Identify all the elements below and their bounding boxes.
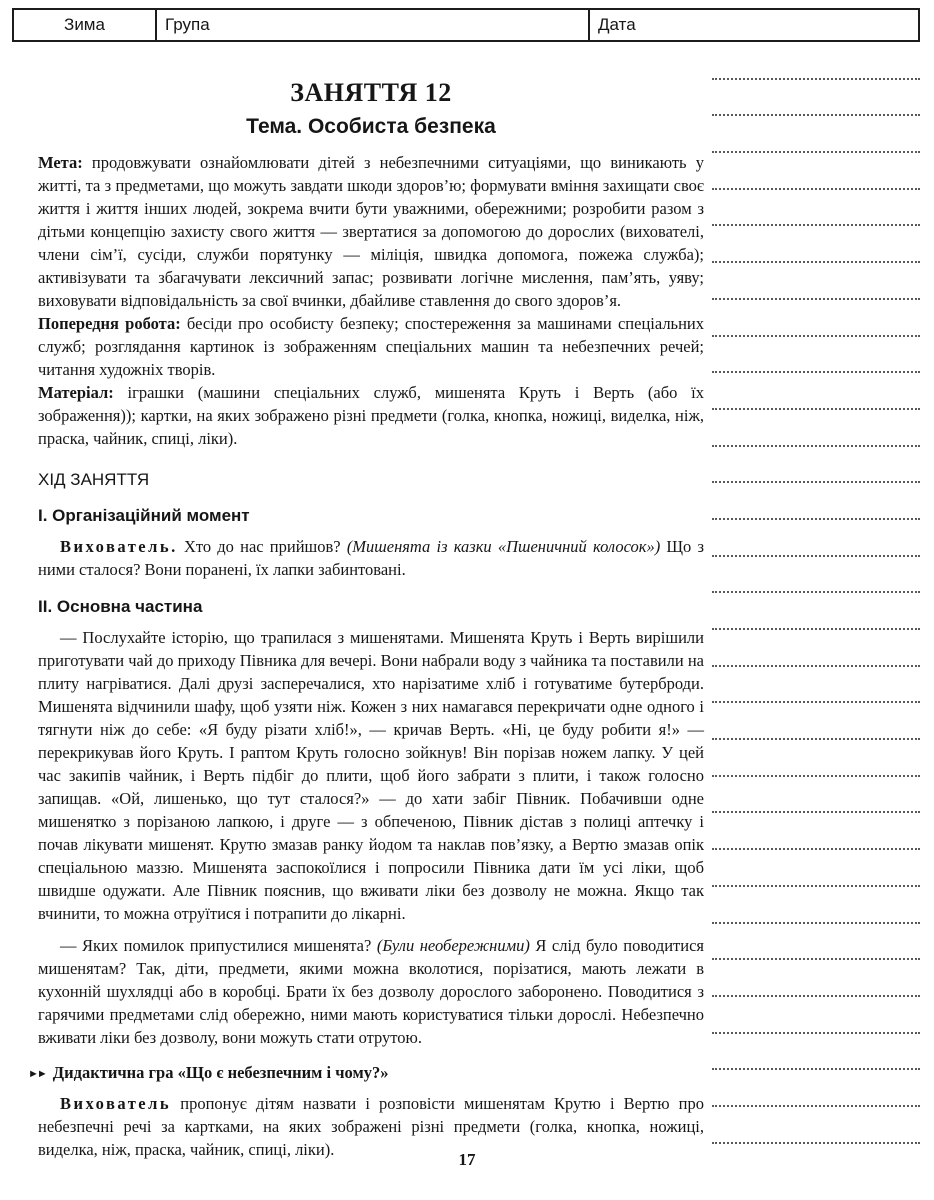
double-arrow-icon: ►►	[28, 1068, 46, 1080]
story-paragraph	[38, 626, 704, 925]
course-heading: ХІД ЗАНЯТТЯ	[38, 470, 150, 489]
game-heading-row	[28, 1063, 704, 1083]
notes-dotted-line	[712, 80, 920, 117]
season-label: Зима	[64, 15, 105, 34]
notes-dotted-line	[712, 263, 920, 300]
notes-dotted-line	[712, 813, 920, 850]
notes-dotted-line	[712, 373, 920, 410]
notes-dotted-line	[712, 410, 920, 447]
text-segment: бесіди про особисту безпеку; спостереження за машинами спеціальних служб; розглядання картинок із зображенням спеціальних машин та небезпечних речей; читання художніх творів.	[38, 314, 704, 379]
notes-dotted-line	[712, 520, 920, 557]
text-segment: продовжувати ознайомлювати дітей з небезпечними ситуаціями, що виникають у житті, та з предметами, що можуть завдати шкоди здоров’ю; формувати вміння захищати своє життя і життя інших людей, зокрема вчити бути уважними, обережними; розробити разом з дітьми концепцію захисту свого життя — звертатися за допомогою до дорослих (вихователі, члени сім’ї, сусіди, служби порятунку — міліція, швидка допомога, пожежа служба); активізувати та збагачувати лексичний запас; розвивати логічне мислення, пам’ять, уяву; виховувати відповідальність за свої вчинки, дбайливе ставлення до свого здоров’я.	[38, 153, 704, 310]
notes-dotted-line	[712, 593, 920, 630]
page-number: 17	[458, 1150, 476, 1169]
header-cell-season	[14, 10, 157, 40]
date-label: Дата	[598, 15, 636, 34]
notes-dotted-line	[712, 740, 920, 777]
notes-dotted-line	[712, 887, 920, 924]
header-table	[12, 8, 920, 42]
group-label: Група	[165, 15, 210, 34]
notes-dotted-line	[712, 116, 920, 153]
notes-dotted-line	[712, 1034, 920, 1071]
text-segment: Хто до нас прийшов?	[177, 537, 347, 556]
notes-dotted-line	[712, 703, 920, 740]
notes-dotted-line	[712, 960, 920, 997]
text-segment: Вихователь	[60, 1094, 172, 1113]
notes-dotted-line	[712, 1070, 920, 1107]
text-segment: Попередня робота:	[38, 314, 181, 333]
section2-heading: ІІ. Основна частина	[38, 597, 203, 616]
discussion-paragraph	[38, 934, 704, 1049]
notes-dotted-line	[712, 337, 920, 374]
notes-dotted-line	[712, 557, 920, 594]
header-cell-date	[590, 10, 918, 40]
notes-dotted-line	[712, 777, 920, 814]
notes-dotted-line	[712, 1107, 920, 1144]
notes-dotted-line	[712, 924, 920, 961]
text-segment: — Яких помилок припустилися мишенята?	[60, 936, 377, 955]
notes-dotted-line	[712, 226, 920, 263]
notes-dotted-line	[712, 667, 920, 704]
lesson-subtitle: Тема. Особиста безпека	[246, 115, 496, 138]
notes-dotted-line	[712, 153, 920, 190]
notes-dotted-line	[712, 483, 920, 520]
text-segment: — Послухайте історію, що трапилася з мишенятами. Мишенята Круть і Верть вирішили приготувати чай до приходу Півника для вечері. Вони набрали воду з чайника та поставили на плиту нагріватися. Далі друзі засперечалися, хто нарізатиме хліб і готуватиме бутерброди. Мишенята відчинили шафу, щоб узяти ніж. Кожен з них намагався перекричати одне одного і тягнути ніж до себе: «Я буду різати хліб!», — кричав Верть. «Ні, це буду робити я!» — перекрикував його Круть. І раптом Круть голосно зойкнув! Він порізав ножем лапку. У цей час закипів чайник, і Верть підбіг до плити, щоб його забрати з плити, і також голосно запищав. «Ой, лишенько, що тут сталося?» — до хати забіг Півник. Побачивши одне мишенятко з порізаною лапкою, і друге — з обпеченою, Півник дістав з полиці аптечку і почав лікувати мишенят. Крутю змазав ранку йодом та наклав пов’язку, а Вертю змазав опік спеціальною маззю. Мишенята заспокоїлися і попросили Півника дати їм усі ліки, щоб швидше одужати. Але Півник пояснив, що вживати ліки без дозволу не можна. Якщо так вчинити, то можна отруїтися і потрапити до лікарні.	[38, 628, 704, 923]
text-segment: (Були необережними)	[376, 936, 530, 955]
game-heading: Дидактична гра «Що є небезпечним і чому?»	[52, 1063, 389, 1082]
notes-dotted-line	[712, 850, 920, 887]
text-segment: Матеріал:	[38, 383, 114, 402]
notes-dotted-line	[712, 997, 920, 1034]
notes-dotted-line	[712, 447, 920, 484]
lesson-title: ЗАНЯТТЯ 12	[290, 78, 452, 107]
prework-paragraph	[38, 312, 704, 381]
meta-paragraph	[38, 151, 704, 312]
text-segment: Мета:	[38, 153, 83, 172]
text-segment: іграшки (машини спеціальних служб, мишенята Круть і Верть (або їх зображення)); картки, на яких зображено різні предмети (голка, кнопка, ножиці, виделка, ніж, праска, чайник, спиці, ліки).	[38, 383, 704, 448]
text-segment: Що з ними сталося? Вони поранені, їх лапки забинтовані.	[38, 537, 704, 579]
notes-dotted-line	[712, 630, 920, 667]
teacher-intro-paragraph	[38, 535, 704, 581]
section1-heading: І. Організаційний момент	[38, 506, 250, 525]
lesson-content	[28, 66, 704, 1161]
notes-dotted-line	[712, 300, 920, 337]
text-segment: Я слід було поводитися мишенятам? Так, діти, предмети, якими можна вколотися, порізатися, мають лежати в кухонній шухлядці або в коробці. Брати їх без дозволу дорослого заборонено. Поводитися з гарячими предметами слід обережно, ними мають користуватися тільки дорослі. Небезпечно вживати ліки без дозволу, вони можуть стати отрутою.	[38, 936, 704, 1047]
materials-paragraph	[38, 381, 704, 450]
notes-column	[712, 43, 920, 1144]
text-segment: (Мишенята із казки «Пшеничний колосок»)	[346, 537, 661, 556]
notes-dotted-line	[712, 43, 920, 80]
header-cell-group	[157, 10, 590, 40]
text-segment: пропонує дітям назвати і розповісти мишенятам Крутю і Вертю про небезпечні речі за картками, на яких зображені різні предмети (голка, кнопка, ножиці, виделка, ніж, праска, чайник, спиці, ліки).	[38, 1094, 704, 1159]
text-segment: Вихователь.	[60, 537, 178, 556]
notes-dotted-line	[712, 190, 920, 227]
